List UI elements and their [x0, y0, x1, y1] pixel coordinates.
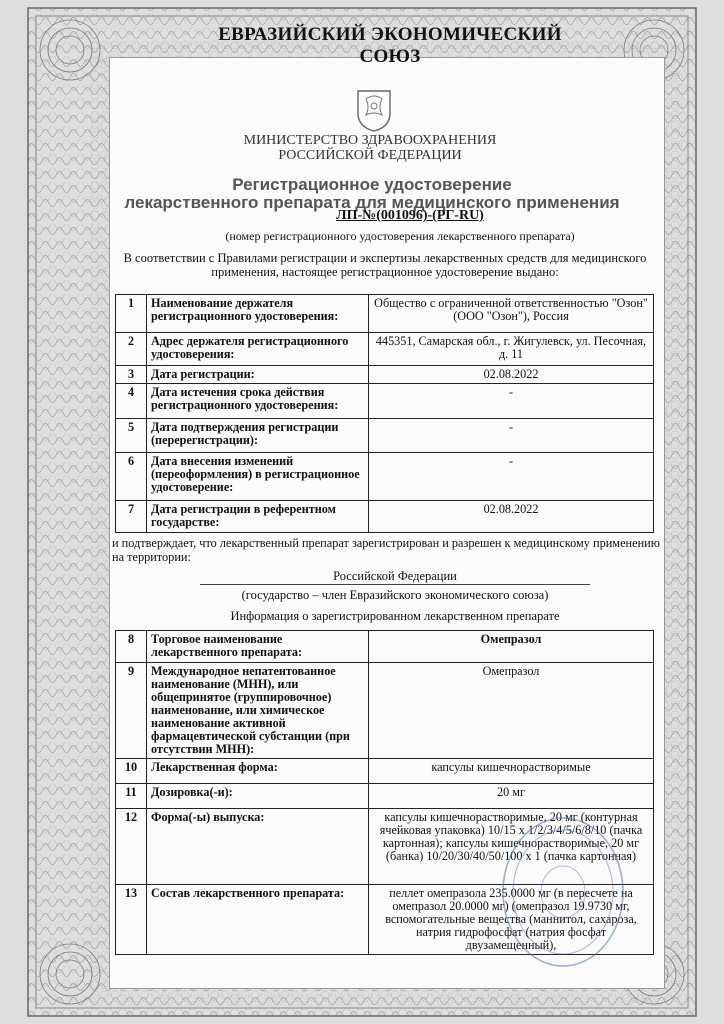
table-row: [116, 384, 654, 419]
row-number: 10: [116, 759, 147, 784]
row-label: Дозировка(-и):: [147, 784, 369, 809]
table-row: [116, 663, 654, 759]
row-value: 02.08.2022: [369, 366, 654, 384]
row-value: 02.08.2022: [369, 501, 654, 533]
product-info-heading: Информация о зарегистрированном лекарственном препарате: [230, 609, 560, 623]
row-number: 1: [116, 295, 147, 333]
table-row: [116, 333, 654, 366]
row-value: -: [369, 384, 654, 419]
row-number: 8: [116, 631, 147, 663]
official-stamp-icon: [498, 812, 628, 972]
row-value: Общество с ограниченной ответственностью "Озон" (ООО "Озон"), Россия: [369, 295, 654, 333]
row-value: Омепразол: [369, 631, 654, 663]
table-row: [116, 419, 654, 453]
row-number: 9: [116, 663, 147, 759]
table-row: [116, 366, 654, 384]
title-line-1: Регистрационное удостоверение: [232, 175, 512, 194]
row-label: Адрес держателя регистрационного удостоверения:: [147, 333, 369, 366]
row-value: -: [369, 453, 654, 501]
row-number: 11: [116, 784, 147, 809]
title-line-2: лекарственного препарата для медицинского применения: [124, 193, 620, 212]
ministry-line-2: РОССИЙСКОЙ ФЕДЕРАЦИИ: [278, 148, 462, 163]
row-number: 4: [116, 384, 147, 419]
row-value: -: [369, 419, 654, 453]
ministry-name: [200, 133, 540, 163]
table-row: [116, 784, 654, 809]
country-name: Российской Федерации: [333, 569, 457, 583]
row-value: 20 мг: [369, 784, 654, 809]
registration-details-table: [115, 294, 654, 533]
row-value: капсулы кишечнорастворимые: [369, 759, 654, 784]
coat-of-arms-icon: [352, 85, 396, 133]
table-row: [116, 501, 654, 533]
country-underline: [200, 584, 590, 585]
document-title: [110, 176, 634, 212]
row-value: 445351, Самарская обл., г. Жигулевск, ул. Песочная, д. 11: [369, 333, 654, 366]
row-label: Дата подтверждения регистрации (перерегистрации):: [147, 419, 369, 453]
row-label: Дата внесения изменений (переоформления) в регистрационное удостоверение:: [147, 453, 369, 501]
row-number: 7: [116, 501, 147, 533]
registration-number-caption: (номер регистрационного удостоверения лекарственного препарата): [225, 229, 575, 243]
row-number: 13: [116, 885, 147, 955]
ministry-line-1: МИНИСТЕРСТВО ЗДРАВООХРАНЕНИЯ: [243, 133, 497, 148]
row-value: капсулы кишечнорастворимые, 20 мг (контурная ячейковая упаковка) 10/15 x 1/2/3/4/5/6/8/10 (пачка картонная); капсулы кишечнорастворимые, 20 мг (банка) 10/20/30/40/50/100 x 1 (пачка картонная): [369, 809, 654, 885]
row-value: пеллет омепразола 235.0000 мг (в пересчете на омепразол 20.0000 мг) (омепразол 19.9730 мг, вспомогательные вещества (маннитол, сахароза, натрия гидрофосфат (натрия фосфат двузамещенный),: [369, 885, 654, 955]
row-number: 2: [116, 333, 147, 366]
table-row: [116, 295, 654, 333]
country-caption: (государство – член Евразийского экономического союза): [241, 588, 549, 602]
table-row: [116, 631, 654, 663]
row-number: 5: [116, 419, 147, 453]
row-number: 12: [116, 809, 147, 885]
row-value: Омепразол: [369, 663, 654, 759]
row-label: Дата регистрации в референтном государстве:: [147, 501, 369, 533]
registration-number: ЛП-№(001096)-(РГ-RU): [336, 208, 484, 223]
row-label: Торговое наименование лекарственного препарата:: [147, 631, 369, 663]
row-label: Наименование держателя регистрационного удостоверения:: [147, 295, 369, 333]
table-row: [116, 453, 654, 501]
row-label: Дата регистрации:: [147, 366, 369, 384]
row-number: 3: [116, 366, 147, 384]
row-number: 6: [116, 453, 147, 501]
confirmation-text: и подтверждает, что лекарственный препарат зарегистрирован и разрешен к медицинскому применению на территории:: [112, 536, 660, 564]
row-label: Дата истечения срока действия регистрационного удостоверения:: [147, 384, 369, 419]
row-label: Лекарственная форма:: [147, 759, 369, 784]
table-row: [116, 759, 654, 784]
row-label: Форма(-ы) выпуска:: [147, 809, 369, 885]
row-label: Состав лекарственного препарата:: [147, 885, 369, 955]
union-heading: ЕВРАЗИЙСКИЙ ЭКОНОМИЧЕСКИЙ СОЮЗ: [218, 24, 562, 67]
intro-text: В соответствии с Правилами регистрации и экспертизы лекарственных средств для медицинского применения, настоящее регистрационное удостоверение выдано:: [123, 251, 647, 279]
row-label: Международное непатентованное наименование (МНН), или общепринятое (группировочное) наименование, или химическое наименование активной фармацевтической субстанции (при отсутствии МНН):: [147, 663, 369, 759]
